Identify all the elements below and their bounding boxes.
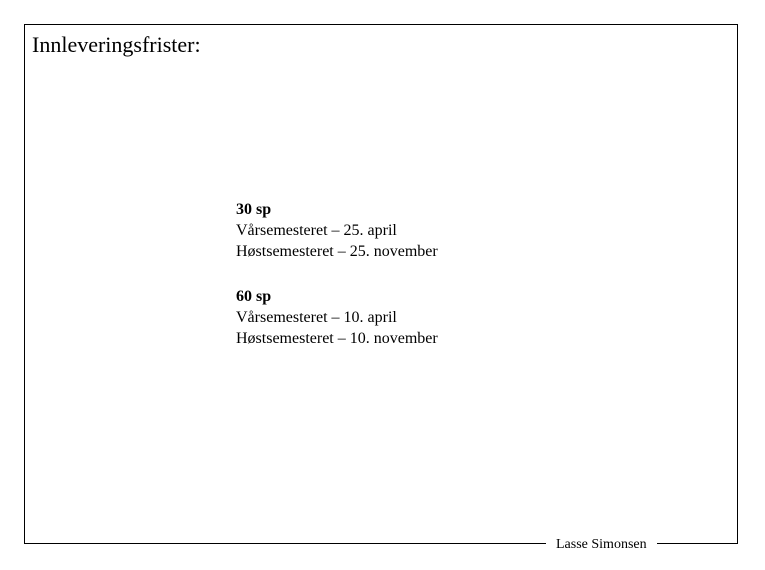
deadline-list	[236, 199, 438, 349]
autumn-deadline: Høstsemesteret – 25. november	[236, 243, 438, 260]
footer-author: Lasse Simonsen	[546, 536, 657, 554]
group-heading: 30 sp	[236, 201, 272, 218]
autumn-deadline: Høstsemesteret – 10. november	[236, 330, 438, 347]
spring-deadline: Vårsemesteret – 25. april	[236, 222, 397, 239]
spring-deadline: Vårsemesteret – 10. april	[236, 309, 397, 326]
group-heading: 60 sp	[236, 288, 272, 305]
deadline-group-60sp	[236, 286, 438, 349]
deadline-group-30sp	[236, 199, 438, 262]
slide-title: Innleveringsfrister:	[32, 32, 201, 57]
